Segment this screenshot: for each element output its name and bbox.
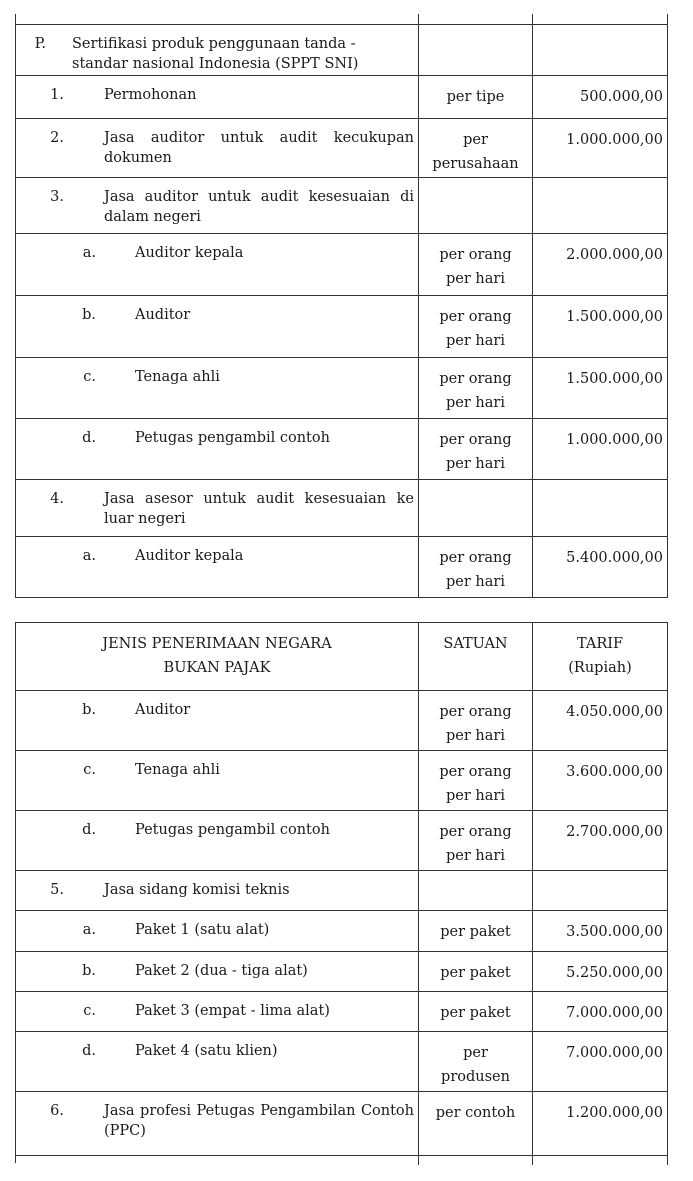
item-marker: d. [82,822,96,838]
table-row [15,910,668,951]
description-cell [15,811,418,870]
unit-cell: per orang per hari [418,537,532,597]
description-cell [15,952,418,991]
item-description: Jasa asesor untuk audit kesesuaian ke luar negeri [104,491,414,527]
unit-cell: per paket [418,992,532,1031]
item-marker: a. [82,548,96,564]
table-row [15,536,668,598]
description-cell [15,296,418,357]
description-cell [15,537,418,597]
description-cell [15,911,418,951]
unit-cell: per tipe [418,76,532,118]
table-header-row [15,622,668,690]
item-marker: c. [83,762,96,778]
tariff-cell: 5.400.000,00 [532,537,668,597]
description-cell [15,358,418,418]
table-continuation [15,14,668,24]
unit-cell: per orang per hari [418,358,532,418]
table-row [15,233,668,295]
description-cell [15,119,418,177]
item-marker: b. [82,307,96,323]
table-row [15,75,668,118]
tariff-cell: 1.000.000,00 [532,119,668,177]
tariff-cell [532,25,668,75]
unit-cell: per perusahaan [418,119,532,177]
table-row [15,418,668,479]
tariff-cell [532,178,668,233]
table-row [15,810,668,870]
item-description: Tenaga ahli [135,762,220,778]
item-description: Paket 2 (dua - tiga alat) [135,963,308,979]
header-tariff: TARIF (Rupiah) [532,623,668,690]
description-cell [15,76,418,118]
description-cell [15,25,418,75]
unit-cell [418,480,532,536]
item-description: Paket 1 (satu alat) [135,922,270,938]
unit-cell: per contoh [418,1092,532,1155]
item-marker: d. [82,1043,96,1059]
unit-cell: per orang per hari [418,234,532,295]
description-cell [15,419,418,479]
table-row [15,118,668,177]
item-marker: 1. [50,87,64,103]
tariff-cell: 7.000.000,00 [532,992,668,1031]
description-cell [15,178,418,233]
unit-cell: per produsen [418,1032,532,1091]
unit-cell: per orang per hari [418,691,532,750]
table-row [15,357,668,418]
description-cell [15,751,418,810]
tariff-cell: 5.250.000,00 [532,952,668,991]
description-cell [15,992,418,1031]
table-row [15,690,668,750]
unit-cell: per orang per hari [418,296,532,357]
unit-cell: per orang per hari [418,811,532,870]
unit-cell: per paket [418,911,532,951]
item-marker: b. [82,963,96,979]
table-row [15,479,668,536]
description-cell [15,480,418,536]
item-description: Jasa auditor untuk audit kesesuaian di dalam negeri [104,189,414,225]
item-description: Permohonan [104,87,197,103]
item-marker: d. [82,430,96,446]
item-description: Auditor kepala [135,245,244,261]
tariff-cell [532,480,668,536]
table-row [15,1091,668,1155]
item-marker: a. [82,245,96,261]
description-cell [15,691,418,750]
table-row [15,1031,668,1091]
tariff-cell: 2.700.000,00 [532,811,668,870]
unit-cell [418,871,532,910]
unit-cell: per paket [418,952,532,991]
unit-cell [418,178,532,233]
item-marker: a. [82,922,96,938]
tariff-cell: 3.600.000,00 [532,751,668,810]
tariff-cell: 2.000.000,00 [532,234,668,295]
tariff-cell: 1.000.000,00 [532,419,668,479]
tariff-cell [532,871,668,910]
tariff-cell: 3.500.000,00 [532,911,668,951]
item-marker: 3. [50,189,64,205]
item-marker: c. [83,369,96,385]
item-description: Paket 3 (empat - lima alat) [135,1003,330,1019]
item-description: Sertifikasi produk penggunaan tanda - standar nasional Indonesia (SPPT SNI) [72,36,359,72]
item-marker: 5. [50,882,64,898]
item-marker: 4. [50,491,64,507]
item-marker: 6. [50,1103,64,1119]
table-row [15,870,668,910]
table-row [15,177,668,233]
item-description: Jasa auditor untuk audit kecukupan dokumen [104,130,414,166]
unit-cell: per orang per hari [418,751,532,810]
tariff-cell: 1.200.000,00 [532,1092,668,1155]
header-unit: SATUAN [418,623,532,690]
item-marker: c. [83,1003,96,1019]
description-cell [15,1092,418,1155]
item-description: Petugas pengambil contoh [135,822,330,838]
item-marker: P. [34,36,46,52]
tariff-cell: 1.500.000,00 [532,358,668,418]
description-cell [15,871,418,910]
unit-cell [418,25,532,75]
description-cell [15,1032,418,1091]
item-description: Auditor [135,702,191,718]
unit-cell: per orang per hari [418,419,532,479]
tariff-cell: 1.500.000,00 [532,296,668,357]
tariff-cell: 4.050.000,00 [532,691,668,750]
tariff-cell: 7.000.000,00 [532,1032,668,1091]
table-row [15,295,668,357]
table-row [15,951,668,991]
table-row [15,24,668,75]
table-continuation [15,1155,668,1163]
header-type: JENIS PENERIMAAN NEGARA BUKAN PAJAK [15,623,418,690]
table-row [15,750,668,810]
item-description: Auditor [135,307,191,323]
item-description: Tenaga ahli [135,369,220,385]
table-row [15,991,668,1031]
item-marker: 2. [50,130,64,146]
item-description: Jasa profesi Petugas Pengambilan Contoh (PPC) [104,1103,414,1139]
item-description: Petugas pengambil contoh [135,430,330,446]
item-description: Auditor kepala [135,548,244,564]
item-marker: b. [82,702,96,718]
description-cell [15,234,418,295]
tariff-cell: 500.000,00 [532,76,668,118]
item-description: Jasa sidang komisi teknis [104,882,290,898]
item-description: Paket 4 (satu klien) [135,1043,278,1059]
